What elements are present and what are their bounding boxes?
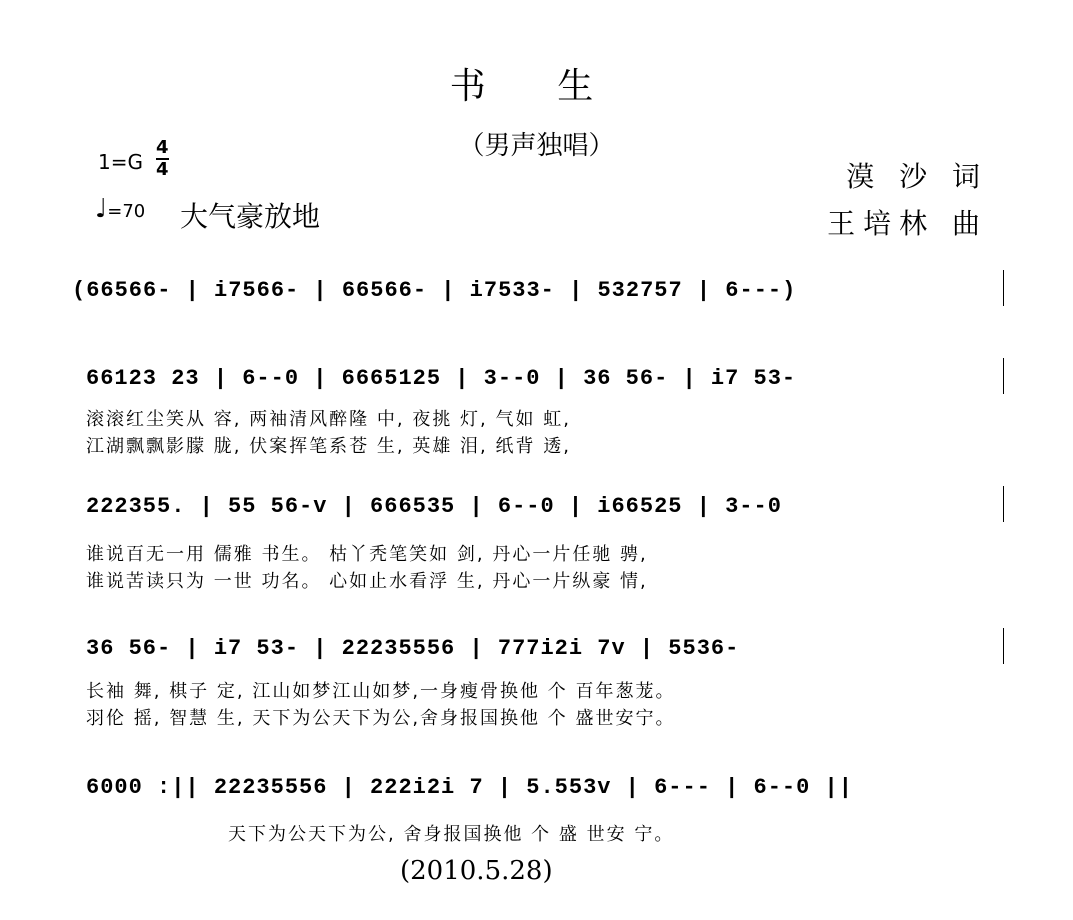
tempo-description: 大气豪放地 [180, 200, 321, 233]
lyrics-row-5-verse-1: 天下为公天下为公, 舍身报国换他 个 盛 世安 宁。 [228, 824, 675, 845]
page-title: 书 生 [449, 66, 624, 107]
composer-credit: 王培林 曲 [827, 207, 988, 240]
notation-row-5: 6000 :|| 22235556 | 222i2i 7 | 5.553v | 6--- | 6--0 || [86, 775, 853, 800]
lyrics-row-2-verse-1: 滚滚红尘笑从 容, 两袖清风醉隆 中, 夜挑 灯, 气如 虹, [86, 409, 571, 430]
row-4-end-barline [1003, 628, 1004, 664]
page-subtitle: （男声独唱） [458, 131, 615, 161]
row-1-end-barline [1003, 270, 1004, 306]
lyrics-row-4-verse-1: 长袖 舞, 棋子 定, 江山如梦江山如梦,一身瘦骨换他 个 百年葱茏。 [86, 681, 676, 702]
tempo-mark [95, 194, 146, 224]
tempo-value: =70 [107, 201, 146, 222]
key-signature: 1=G [98, 150, 143, 174]
lyrics-row-3-verse-2: 谁说苦读只为 一世 功名。 心如止水看浮 生, 丹心一片纵豪 情, [86, 571, 648, 592]
notation-row-1: (66566- | i7566- | 66566- | i7533- | 532757 | 6---) [72, 278, 797, 303]
lyrics-row-3-verse-1: 谁说百无一用 儒雅 书生。 枯丫秃笔笑如 剑, 丹心一片任驰 骋, [86, 544, 648, 565]
time-sig-top: 4 [156, 137, 169, 158]
lyrics-row-2-verse-2: 江湖飘飘影朦 胧, 伏案挥笔系苍 生, 英雄 泪, 纸背 透, [86, 436, 571, 457]
quarter-note-icon: ♩ [95, 194, 108, 224]
time-signature [156, 138, 169, 180]
lyrics-row-4-verse-2: 羽伦 摇, 智慧 生, 天下为公天下为公,舍身报国换他 个 盛世安宁。 [86, 708, 676, 729]
notation-row-2: 66123 23 | 6--0 | 6665125 | 3--0 | 36 56- | i7 53- [86, 366, 797, 391]
row-2-end-barline [1003, 358, 1004, 394]
composition-date: (2010.5.28) [400, 856, 553, 886]
notation-row-4: 36 56- | i7 53- | 22235556 | 777i2i 7v | 5536- [86, 636, 740, 661]
lyricist-credit: 漠 沙 词 [846, 160, 988, 193]
time-sig-bottom: 4 [156, 159, 169, 180]
row-3-end-barline [1003, 486, 1004, 522]
notation-row-3: 222355. | 55 56-v | 666535 | 6--0 | i66525 | 3--0 [86, 494, 782, 519]
